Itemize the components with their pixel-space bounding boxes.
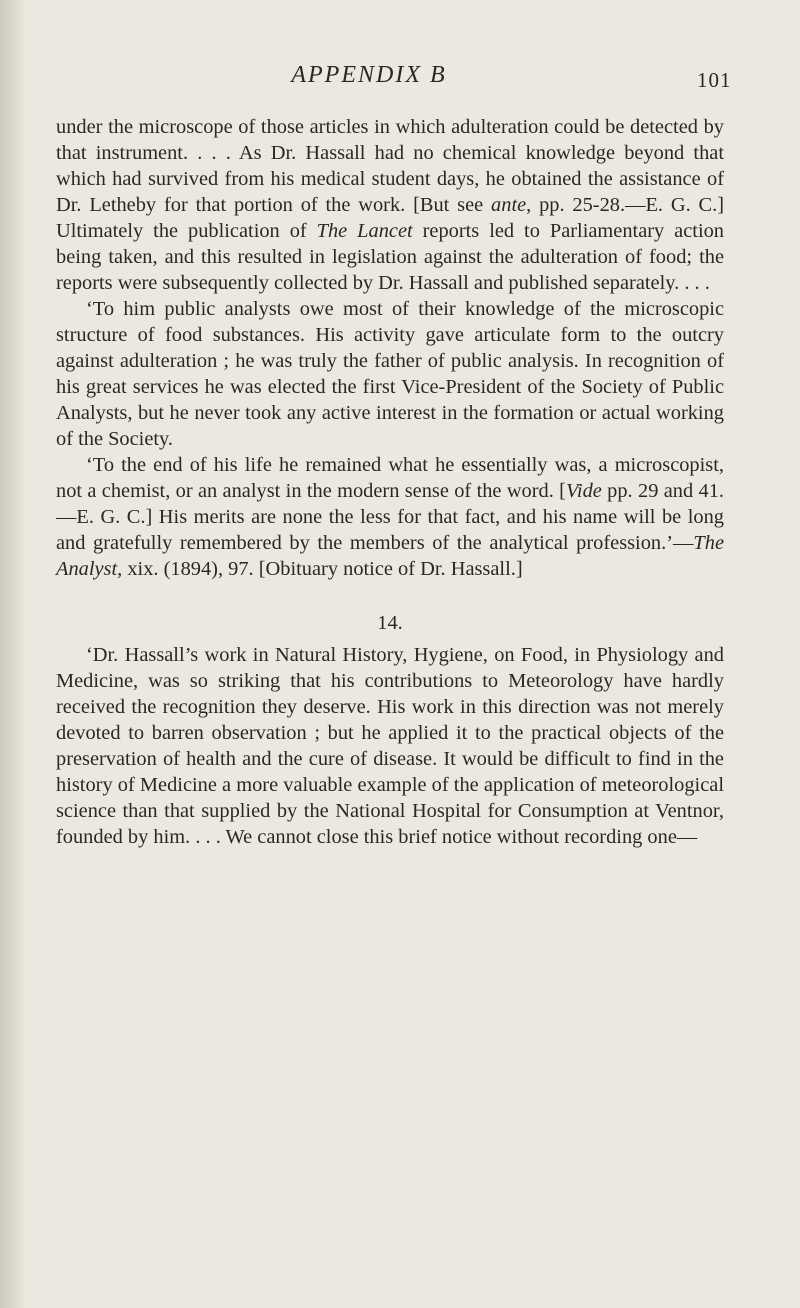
- italic-vide: Vide: [565, 480, 602, 502]
- page-body: [56, 114, 724, 850]
- book-gutter-shadow: [0, 0, 26, 1308]
- running-header: APPENDIX B: [291, 62, 447, 88]
- paragraph-end-of-life: ‘To the end of his life he remained what he essentially was, a microscopist, not a chemist, or an analyst in the modern sense of the word. [Vide pp. 29 and 41.—E. G. C.] His merits are none the less for that fact, and his name will be long and gratefully remembered by the members of the analytical profession.’—The Analyst, xix. (1894), 97. [Obituary notice of Dr. Hassall.]: [56, 454, 724, 580]
- italic-ante: ante: [491, 194, 527, 216]
- paragraph-public-analysts: ‘To him public analysts owe most of their knowledge of the microscopic structure of food substances. His activity gave articulate form to the outcry against adulteration ; he was truly the father of public analysis. In recognition of his great services he was elected the first Vice-President of the Society of Public Analysts, but he never took any active interest in the formation or actual working of the Society.: [56, 298, 724, 450]
- italic-the-lancet: The Lancet: [316, 220, 413, 242]
- section-number: 14.: [377, 612, 403, 634]
- paragraph-meteorology: ‘Dr. Hassall’s work in Natural History, Hygiene, on Food, in Physiology and Medicine, was so striking that his contributions to Meteorology have hardly received the recognition they deserve. His work in this direction was not merely devoted to barren observation ; but he applied it to the practical objects of the preservation of health and the cure of disease. It would be difficult to find in the history of Medicine a more valuable example of the application of meteorological science than that supplied by the National Hospital for Consumption at Ventnor, founded by him. . . . We cannot close this brief notice without recording one—: [56, 644, 724, 848]
- page-number: 101: [697, 68, 732, 92]
- italic-the-analyst: The Analyst,: [56, 532, 724, 580]
- paragraph-hassall-microscope: under the microscope of those articles in which adulteration could be detected by that instrument. . . . As Dr. Hassall had no chemical knowledge beyond that which had survived from his medical student days, he obtained the assistance of Dr. Letheby for that portion of the work. [But see ante, pp. 25-28.—E. G. C.] Ultimately the publication of The Lancet reports led to Parliamentary action being taken, and this resulted in legislation against the adulteration of food; the reports were subsequently collected by Dr. Hassall and published separately. . . .: [56, 116, 724, 294]
